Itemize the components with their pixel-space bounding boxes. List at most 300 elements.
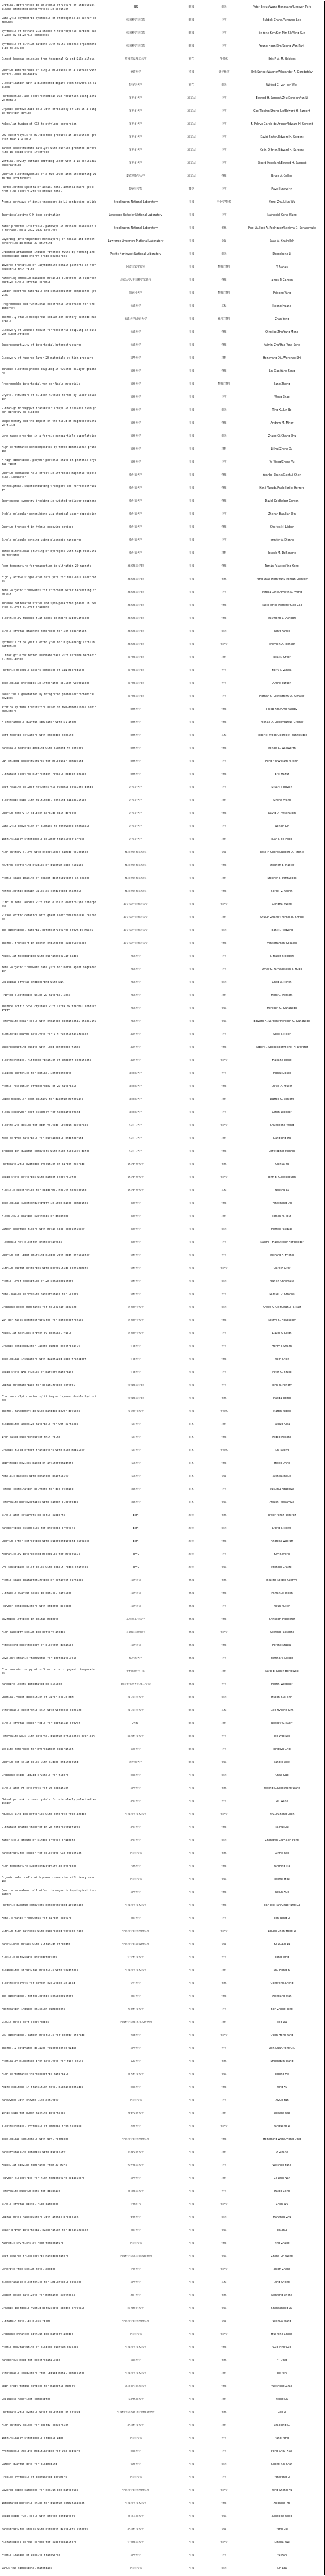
affiliation-text: 耶鲁大学 xyxy=(130,1033,141,1036)
affiliation-cell xyxy=(98,1860,174,1873)
authors-text: Zhong Lin Wang xyxy=(271,2255,293,2259)
subject-cell xyxy=(209,274,239,287)
country-cell xyxy=(174,2302,209,2315)
authors-cell xyxy=(239,716,325,729)
authors-cell xyxy=(239,482,325,495)
country-text: 日本 xyxy=(188,1488,194,1491)
subject-cell xyxy=(209,664,239,677)
authors-text: Mark C. Hersam xyxy=(271,994,293,997)
country-text: 美国 xyxy=(188,239,194,243)
country-text: 德国 xyxy=(188,1644,194,1647)
authors-cell xyxy=(239,1626,325,1639)
affiliation-text: 宁德时代 xyxy=(130,2203,141,2207)
subject-cell xyxy=(209,456,239,469)
affiliation-cell xyxy=(98,1496,174,1509)
subject-text: 电化学 xyxy=(219,2034,228,2038)
subject-cell xyxy=(209,417,239,430)
subject-cell xyxy=(209,1236,239,1249)
affiliation-text: 韩国科学技术院 xyxy=(126,44,145,48)
paper-title-text: Solid-state batteries with garnet electrolytes xyxy=(2,1176,77,1179)
authors-cell xyxy=(239,1574,325,1587)
subject-text: 化学 xyxy=(221,44,227,48)
paper-title-text: Hydrophobic zeolite modification for CO2 capture xyxy=(2,2450,80,2454)
authors-text: Jiang Tang xyxy=(275,1956,289,1959)
affiliation-cell xyxy=(98,2250,174,2263)
subject-cell xyxy=(209,1704,239,1717)
country-text: 美国 xyxy=(188,981,194,984)
authors-cell xyxy=(239,378,325,391)
subject-text: 材料 xyxy=(221,1215,227,1218)
table-row xyxy=(1,1795,325,1808)
paper-title-text: CO2 electrolysis to multicarbon products at activities greater than 1 A cm-2 xyxy=(2,133,96,141)
country-text: 美国 xyxy=(188,1163,194,1166)
affiliation-cell xyxy=(98,1457,174,1470)
paper-title-text: Soft robotic actuators with embedded sensing xyxy=(2,734,74,737)
authors-cell xyxy=(239,2536,325,2549)
paper-title-text: Solar fuels generation by integrated photoelectrochemical devices xyxy=(2,692,95,700)
authors-text: Christopher Monroe xyxy=(268,1150,296,1153)
affiliation-cell xyxy=(98,924,174,937)
country-cell xyxy=(174,2523,209,2536)
subject-text: 材料 xyxy=(221,994,227,997)
table-row xyxy=(1,2536,325,2549)
authors-cell xyxy=(239,1652,325,1665)
subject-text: 催化 xyxy=(221,1514,227,1517)
country-text: 德国 xyxy=(188,1683,194,1686)
subject-cell xyxy=(209,963,239,976)
country-cell xyxy=(174,1938,209,1951)
authors-text: Michal Lipson xyxy=(272,1072,291,1075)
country-text: 美国 xyxy=(188,226,194,230)
paper-title-cell xyxy=(1,716,98,729)
affiliation-text: 布里斯托大学 xyxy=(127,1410,144,1413)
affiliation-text: 西北大学 xyxy=(130,981,141,984)
authors-text: John B. Goodenough xyxy=(268,1176,296,1179)
authors-text: Ben Zhong Tang xyxy=(271,2008,293,2012)
paper-title-text: Tandem nanostructure catalyst with sulfide-promoted perovskite in solid-state interface xyxy=(2,146,96,154)
subject-cell xyxy=(209,820,239,833)
authors-text: Kaimin Zhu/Hao Yang Song xyxy=(263,343,301,347)
paper-title-text: Nonreciprocal superconducting transport and ferroelectricity xyxy=(2,484,96,492)
table-row xyxy=(1,2367,325,2380)
authors-text: Raymond C. Ashoori xyxy=(268,617,296,620)
authors-cell xyxy=(239,131,325,144)
affiliation-text: 宾夕法尼亚州立大学 xyxy=(123,929,148,932)
authors-cell xyxy=(239,521,325,534)
affiliation-cell xyxy=(98,261,174,274)
authors-cell xyxy=(239,2523,325,2536)
country-text: 美国 xyxy=(188,421,194,425)
affiliation-text: 韩国科学技术院 xyxy=(126,31,145,35)
affiliation-cell xyxy=(98,833,174,846)
subject-text: 化学 xyxy=(221,148,227,152)
country-cell xyxy=(174,1314,209,1327)
subject-text: 电化学 xyxy=(219,2125,228,2129)
authors-text: Li Hui/Zheng Xu xyxy=(271,447,293,451)
paper-title-cell xyxy=(1,1418,98,1431)
subject-text: 能源 xyxy=(221,1761,227,1764)
country-text: 美国 xyxy=(188,656,194,659)
affiliation-cell xyxy=(98,1535,174,1548)
paper-title-text: Shape memory and the impact on the field of magnetostrictive fluid xyxy=(2,419,96,427)
authors-text: Pengcheng Dai xyxy=(271,1202,292,1205)
paper-title-cell xyxy=(1,1951,98,1964)
authors-cell xyxy=(239,1678,325,1691)
authors-cell xyxy=(239,1067,325,1080)
affiliation-cell xyxy=(98,2549,174,2562)
country-cell xyxy=(174,1249,209,1262)
paper-title-text: Solid oxide fuel cells with proton conductors xyxy=(2,2515,75,2519)
subject-cell xyxy=(209,781,239,794)
affiliation-cell xyxy=(98,1652,174,1665)
authors-cell xyxy=(239,2419,325,2432)
affiliation-cell xyxy=(98,911,174,924)
paper-title-cell xyxy=(1,2159,98,2172)
subject-cell xyxy=(209,92,239,105)
affiliation-text: 多伦多大学 xyxy=(128,96,142,100)
paper-title-text: Electrocatalytic water splitting on layered double hydroxides xyxy=(2,1394,96,1402)
affiliation-cell xyxy=(98,898,174,911)
affiliation-cell xyxy=(98,1106,174,1119)
subject-text: 材料 xyxy=(221,1670,227,1673)
affiliation-cell xyxy=(98,1392,174,1405)
subject-cell xyxy=(209,1483,239,1496)
subject-text: 催化 xyxy=(221,1982,227,1985)
subject-text: 化学 xyxy=(221,2554,227,2558)
country-cell xyxy=(174,2185,209,2198)
authors-cell xyxy=(239,1795,325,1808)
country-cell xyxy=(174,1964,209,1977)
affiliation-text: 中国科学院 xyxy=(128,2567,142,2571)
paper-title-cell xyxy=(1,1873,98,1886)
affiliation-cell xyxy=(98,508,174,521)
subject-cell xyxy=(209,248,239,261)
affiliation-text: 康奈尔大学 xyxy=(128,1085,142,1088)
country-text: 中国 xyxy=(188,2346,194,2350)
country-text: 美国 xyxy=(188,1176,194,1179)
country-text: 中国 xyxy=(188,1865,194,1868)
subject-text: 材料 xyxy=(221,838,227,841)
paper-title-text: Quantum dot solar cells with ligand engineering xyxy=(2,1761,79,1764)
affiliation-cell xyxy=(98,690,174,703)
paper-title-cell xyxy=(1,1158,98,1171)
paper-title-text: Long-range ordering in a ferroic nanoparticle superlattice xyxy=(2,434,96,438)
affiliation-cell xyxy=(98,807,174,820)
affiliation-text: 大连理工大学 xyxy=(127,2164,144,2168)
authors-text: Scott J. Miller xyxy=(273,1033,291,1036)
country-text: 中国 xyxy=(188,1995,194,1998)
country-text: 中国 xyxy=(188,1891,194,1894)
affiliation-text: 麻省理工学院 xyxy=(127,630,144,633)
affiliation-cell xyxy=(98,1821,174,1834)
paper-title-cell xyxy=(1,2016,98,2029)
subject-text: 材料 xyxy=(221,877,227,880)
authors-text: Shengzhong Liu xyxy=(271,2307,293,2311)
authors-cell xyxy=(239,1028,325,1041)
subject-cell xyxy=(209,1899,239,1912)
country-text: 中国 xyxy=(188,2216,194,2220)
subject-cell xyxy=(209,1210,239,1223)
paper-title-cell xyxy=(1,1405,98,1418)
authors-cell xyxy=(239,833,325,846)
country-cell xyxy=(174,1119,209,1132)
paper-title-text: Discovery of hundred-layer 2D materials at high pressure xyxy=(2,356,93,360)
table-row xyxy=(1,1106,325,1119)
subject-text: 物理 xyxy=(221,2346,227,2350)
table-row xyxy=(1,430,325,443)
subject-cell xyxy=(209,898,239,911)
subject-text: 能源 xyxy=(221,2515,227,2519)
authors-cell xyxy=(239,1444,325,1457)
country-text: 中国 xyxy=(188,2528,194,2532)
subject-text: 物理 xyxy=(221,1085,227,1088)
subject-cell xyxy=(209,2029,239,2042)
affiliation-cell xyxy=(98,2185,174,2198)
authors-text: Sukbok Chang/Yungwoo Lee xyxy=(263,18,301,22)
country-cell xyxy=(174,1392,209,1405)
authors-text: Hideo Hosono xyxy=(272,1436,291,1439)
subject-cell xyxy=(209,1873,239,1886)
country-cell xyxy=(174,1379,209,1392)
authors-text: Feng-Shou Xiao xyxy=(271,2450,292,2454)
affiliation-text: 中国科学院物理研究所 xyxy=(122,1930,150,1933)
subject-cell xyxy=(209,79,239,92)
table-row xyxy=(1,989,325,1002)
country-text: 美国 xyxy=(188,864,194,867)
country-cell xyxy=(174,1652,209,1665)
subject-text: 光学 xyxy=(221,2190,227,2194)
authors-cell xyxy=(239,2458,325,2471)
country-cell xyxy=(174,2458,209,2471)
table-row xyxy=(1,2315,325,2328)
affiliation-cell xyxy=(98,2458,174,2471)
affiliation-text: 北京科技大学 xyxy=(127,2528,144,2532)
affiliation-text: 麻省理工学院 xyxy=(127,578,144,581)
affiliation-text: 麻省理工学院 xyxy=(127,617,144,620)
affiliation-text: 斯坦福大学 xyxy=(128,525,142,529)
authors-text: Yuanbo Zhang/Xianhui Chen xyxy=(263,473,301,477)
subject-cell xyxy=(209,2068,239,2081)
paper-title-cell xyxy=(1,2120,98,2133)
affiliation-cell xyxy=(98,2133,174,2146)
paper-title-cell xyxy=(1,157,98,170)
paper-title-text: Spontaneous symmetry breaking in twisted trilayer graphene xyxy=(2,499,96,503)
affiliation-cell xyxy=(98,144,174,157)
country-text: 美国 xyxy=(188,460,194,464)
country-cell xyxy=(174,2159,209,2172)
affiliation-text: 哈佛大学 xyxy=(130,747,141,750)
country-text: 中国 xyxy=(188,1982,194,1985)
paper-title-text: Nanoporous gold for electrocatalysis xyxy=(2,2359,61,2363)
paper-title-cell xyxy=(1,1743,98,1756)
affiliation-cell xyxy=(98,1262,174,1275)
affiliation-text: 加州大学 xyxy=(130,447,141,451)
authors-cell xyxy=(239,287,325,300)
subject-text: 电化学 xyxy=(219,2541,228,2545)
country-text: 美国 xyxy=(188,916,194,919)
authors-text: Gengfeng Zheng xyxy=(270,1982,294,1985)
authors-text: Darrell G. Schlom xyxy=(270,1098,294,1101)
country-cell xyxy=(174,40,209,53)
paper-title-cell xyxy=(1,820,98,833)
country-cell xyxy=(174,261,209,274)
country-cell xyxy=(174,248,209,261)
country-cell xyxy=(174,1275,209,1288)
affiliation-cell xyxy=(98,1613,174,1626)
affiliation-cell xyxy=(98,820,174,833)
authors-text: Joseph M. DeSimone xyxy=(268,551,296,555)
country-text: 中国 xyxy=(188,2281,194,2285)
affiliation-cell xyxy=(98,937,174,950)
paper-title-text: Organic-inorganic hybrid perovskite single crystals xyxy=(2,2307,85,2311)
subject-text: 电化学 xyxy=(219,1631,228,1634)
country-cell xyxy=(174,131,209,144)
paper-title-cell xyxy=(1,1340,98,1353)
affiliation-text: 莱斯大学 xyxy=(130,1228,141,1231)
country-cell xyxy=(174,1431,209,1444)
subject-text: 纳米 xyxy=(221,1839,227,1842)
affiliation-cell xyxy=(98,378,174,391)
table-row xyxy=(1,92,325,105)
country-text: 瑞士 xyxy=(188,1514,194,1517)
affiliation-text: 斯坦福大学 xyxy=(128,551,142,555)
country-text: 中国 xyxy=(188,2424,194,2428)
paper-title-cell xyxy=(1,313,98,326)
authors-text: David D. Awschalom xyxy=(268,812,296,815)
affiliation-cell xyxy=(98,1080,174,1093)
country-cell xyxy=(174,664,209,677)
authors-cell xyxy=(239,2276,325,2289)
subject-text: 纳米 xyxy=(221,2463,227,2467)
country-text: 英国 xyxy=(188,1397,194,1400)
paper-title-cell xyxy=(1,1678,98,1691)
affiliation-cell xyxy=(98,2328,174,2341)
country-text: 中国 xyxy=(188,2203,194,2207)
country-text: 中国 xyxy=(188,2411,194,2415)
subject-text: 物理 xyxy=(221,721,227,724)
authors-text: Ulrich Wiesner xyxy=(272,1111,292,1114)
paper-title-text: High-capacity sodium-ion battery anodes xyxy=(2,1631,66,1634)
affiliation-text: 国立首尔大学 xyxy=(127,1696,144,1699)
subject-cell xyxy=(209,2302,239,2315)
subject-text: 物理/材料 xyxy=(218,382,230,386)
authors-cell xyxy=(239,612,325,625)
paper-title-cell xyxy=(1,690,98,703)
table-row xyxy=(1,820,325,833)
table-row xyxy=(1,677,325,690)
affiliation-cell xyxy=(98,859,174,872)
paper-title-cell xyxy=(1,2068,98,2081)
subject-text: 电化学 xyxy=(219,2203,228,2207)
authors-cell xyxy=(239,2094,325,2107)
subject-cell xyxy=(209,443,239,456)
authors-text: Lian Duan/Yong Qiu xyxy=(269,2047,295,2051)
authors-text: Dae-Hyeong Kim xyxy=(270,1709,294,1712)
country-cell xyxy=(174,2341,209,2354)
country-cell xyxy=(174,2419,209,2432)
affiliation-text: Brookhaven National Laboratory xyxy=(113,200,158,204)
table-row xyxy=(1,2003,325,2016)
table-row xyxy=(1,924,325,937)
country-cell xyxy=(174,2445,209,2458)
affiliation-cell xyxy=(98,456,174,469)
affiliation-cell xyxy=(98,2354,174,2367)
subject-cell xyxy=(209,755,239,768)
country-cell xyxy=(174,573,209,586)
paper-title-text: Vertical-cavity surface-emitting laser with a 1D colloidal superlattice xyxy=(2,159,96,167)
country-text: 加拿大 xyxy=(187,161,196,165)
table-row xyxy=(1,1340,325,1353)
subject-cell xyxy=(209,2510,239,2523)
subject-cell xyxy=(209,1145,239,1158)
country-text: 美国 xyxy=(188,1085,194,1088)
affiliation-text: 中国科学技术大学 xyxy=(125,1904,147,1907)
subject-cell xyxy=(209,235,239,248)
affiliation-cell xyxy=(98,963,174,976)
authors-cell xyxy=(239,2471,325,2484)
subject-text: 化学 xyxy=(221,1553,227,1556)
subject-text: 物理 xyxy=(221,1150,227,1153)
authors-cell xyxy=(239,664,325,677)
subject-text: 催化 xyxy=(221,1163,227,1166)
affiliation-text: 安徽大学 xyxy=(130,2216,141,2220)
subject-text: 金属 xyxy=(221,2320,227,2324)
subject-text: 金属 xyxy=(221,1943,227,1946)
affiliation-cell xyxy=(98,300,174,313)
country-cell xyxy=(174,1600,209,1613)
affiliation-text: 多伦多大学 xyxy=(128,109,142,113)
authors-cell xyxy=(239,391,325,404)
authors-cell xyxy=(239,1197,325,1210)
subject-cell xyxy=(209,1613,239,1626)
subject-text: 纳米 xyxy=(221,1527,227,1530)
affiliation-text: 山东大学 xyxy=(130,2359,141,2363)
subject-text: 半导体 xyxy=(219,1410,228,1413)
authors-cell xyxy=(239,1951,325,1964)
authors-cell xyxy=(239,27,325,40)
subject-text: 化学 xyxy=(221,2099,227,2103)
table-row xyxy=(1,2224,325,2237)
authors-cell xyxy=(239,456,325,469)
country-cell xyxy=(174,898,209,911)
table-row xyxy=(1,53,325,66)
affiliation-text: 东北林业大学 xyxy=(127,2398,144,2402)
subject-cell xyxy=(209,1353,239,1366)
affiliation-text: 中国科学院 xyxy=(128,2333,142,2337)
subject-text: 能源 xyxy=(221,1566,227,1569)
authors-text: Yi Cui/Zheng Chen xyxy=(269,1813,295,1816)
country-text: 美国 xyxy=(188,955,194,958)
country-cell xyxy=(174,2263,209,2276)
authors-text: Zhongfan Liu/Hailin Peng xyxy=(265,1839,299,1842)
paper-title-text: Neutron scattering studies of quantum spin liquids xyxy=(2,864,83,867)
table-row xyxy=(1,1717,325,1730)
authors-cell xyxy=(239,404,325,417)
subject-cell xyxy=(209,2471,239,2484)
authors-cell xyxy=(239,1145,325,1158)
affiliation-text: 哈佛大学 xyxy=(130,734,141,737)
country-text: 德国 xyxy=(188,1618,194,1621)
paper-title-cell xyxy=(1,2094,98,2107)
country-text: 加拿大 xyxy=(187,148,196,152)
authors-text: Kenji Yasuda/Pablo Jarillo-Herrero xyxy=(259,486,304,490)
subject-cell xyxy=(209,1054,239,1067)
subject-text: 纳米 xyxy=(221,2567,227,2571)
table-row xyxy=(1,482,325,495)
paper-title-text: Nanoscale magnetic imaging with diamond NV centers xyxy=(2,747,83,750)
authors-text: Hideo Ohno xyxy=(274,1462,290,1465)
table-row xyxy=(1,911,325,924)
